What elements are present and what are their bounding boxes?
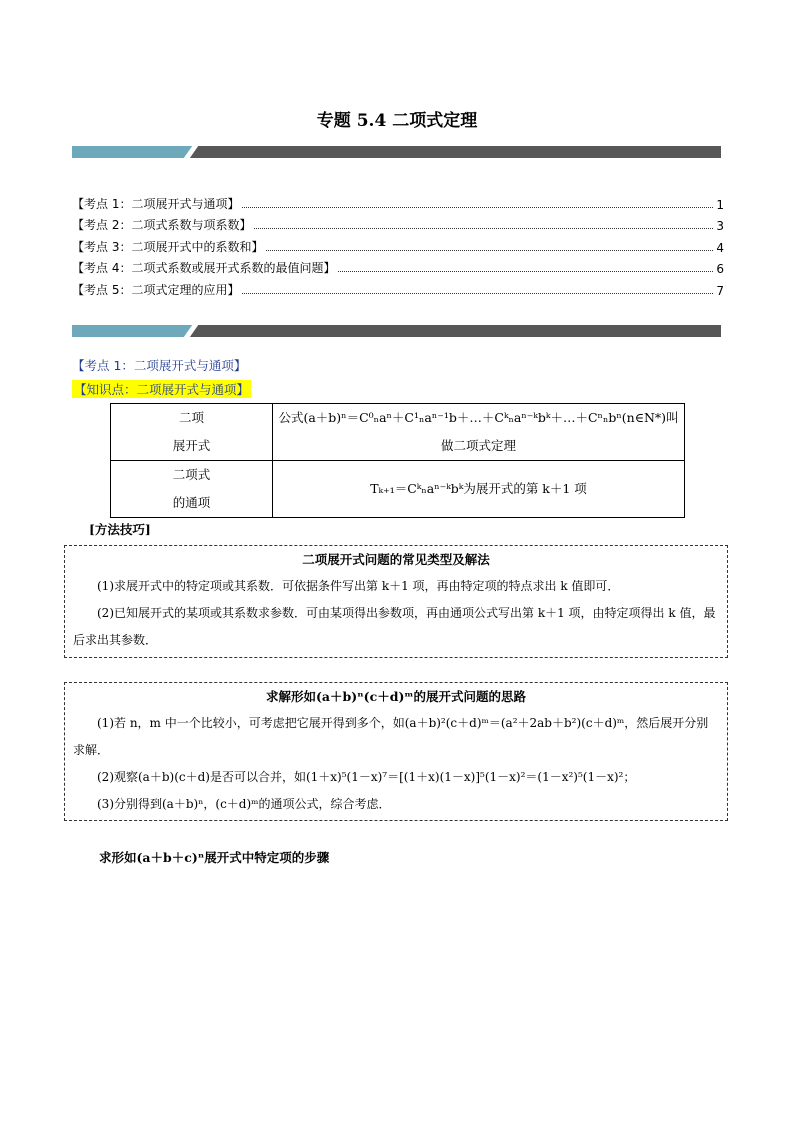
tips-box (64, 545, 728, 658)
tips-box-line: (1)若 n，m 中一个比较小，可考虑把它展开得到多个，如(a＋b)²(c＋d)ᵐ＝(a²＋2ab＋b²)(c＋d)ᵐ，然后展开分别求解． (73, 716, 709, 757)
toc-entry-label: 【考点 1：二项展开式与通项】 (72, 196, 240, 211)
toc-entry-page: 3 (716, 219, 724, 233)
toc-leader-dots (266, 250, 713, 251)
toc-leader-dots (254, 228, 713, 229)
toc-entry[interactable] (72, 276, 724, 298)
table-of-contents (72, 190, 724, 298)
toc-entry-page: 6 (716, 262, 724, 276)
cell-text: 展开式 (172, 438, 211, 453)
steps-heading: 求形如(a＋b＋c)ⁿ展开式中特定项的步骤 (99, 850, 330, 865)
cell-text: 二项式 (172, 467, 211, 482)
cell-text: Tₖ₊₁＝Cᵏₙaⁿ⁻ᵏbᵏ为展开式的第 k＋1 项 (370, 481, 587, 496)
page-title: 专题 5.4 二项式定理 (316, 111, 478, 131)
tips-box-heading: 二项展开式问题的常见类型及解法 (302, 552, 490, 567)
table-cell-term (111, 461, 273, 518)
method-heading: [方法技巧] (89, 522, 151, 537)
table-cell-content (273, 404, 685, 461)
tips-box-line: (3)分别得到(a＋b)ⁿ，(c＋d)ᵐ的通项公式，综合考虑． (97, 797, 391, 811)
table-cell-content (273, 461, 685, 518)
section-heading: 【考点 1：二项展开式与通项】 (72, 358, 247, 373)
knowledge-table (110, 403, 685, 518)
toc-entry-label: 【考点 4：二项式系数或展开式系数的最值问题】 (72, 261, 336, 275)
tips-box-line: (2)已知展开式的某项或其系数求参数．可由某项得出参数项，再由通项公式写出第 k＋1 项，由特定项得出 k 值，最后求出其参数． (73, 606, 716, 647)
toc-leader-dots (338, 271, 713, 272)
toc-entry[interactable] (72, 233, 724, 255)
toc-entry-page: 1 (716, 197, 724, 212)
toc-leader-dots (242, 207, 713, 208)
cell-text: 二项 (178, 410, 204, 425)
cell-text: 的通项 (172, 495, 211, 510)
decorative-divider-bar (72, 325, 721, 337)
table-row (111, 404, 685, 461)
table-row (111, 461, 685, 518)
toc-entry[interactable] (72, 255, 724, 277)
toc-entry-page: 4 (716, 240, 724, 255)
toc-entry-label: 【考点 3：二项展开式中的系数和】 (72, 239, 264, 254)
table-cell-term (111, 404, 273, 461)
cell-text: 公式(a＋b)ⁿ＝C⁰ₙaⁿ＋C¹ₙaⁿ⁻¹b＋…＋Cᵏₙaⁿ⁻ᵏbᵏ＋…＋Cⁿₙbⁿ(n∈N*)叫 (278, 410, 679, 425)
toc-entry[interactable] (72, 190, 724, 212)
knowledge-point-label: 【知识点：二项展开式与通项】 (74, 382, 250, 397)
toc-entry-page: 7 (716, 283, 724, 298)
cell-text: 做二项式定理 (440, 438, 516, 453)
decorative-divider-bar (72, 146, 721, 158)
tips-box (64, 682, 728, 821)
tips-box-line: (2)观察(a＋b)(c＋d)是否可以合并，如(1＋x)⁵(1－x)⁷＝[(1＋x)(1－x)]⁵(1－x)²＝(1－x²)⁵(1－x)²； (97, 770, 636, 784)
tips-box-heading: 求解形如(a＋b)ⁿ(c＋d)ᵐ的展开式问题的思路 (266, 689, 526, 704)
toc-entry[interactable] (72, 212, 724, 234)
toc-leader-dots (242, 293, 713, 294)
tips-box-line: (1)求展开式中的特定项或其系数．可依据条件写出第 k＋1 项，再由特定项的特点求出 k 值即可． (97, 579, 620, 593)
toc-entry-label: 【考点 5：二项式定理的应用】 (72, 282, 240, 297)
toc-entry-label: 【考点 2：二项式系数与项系数】 (72, 218, 252, 232)
